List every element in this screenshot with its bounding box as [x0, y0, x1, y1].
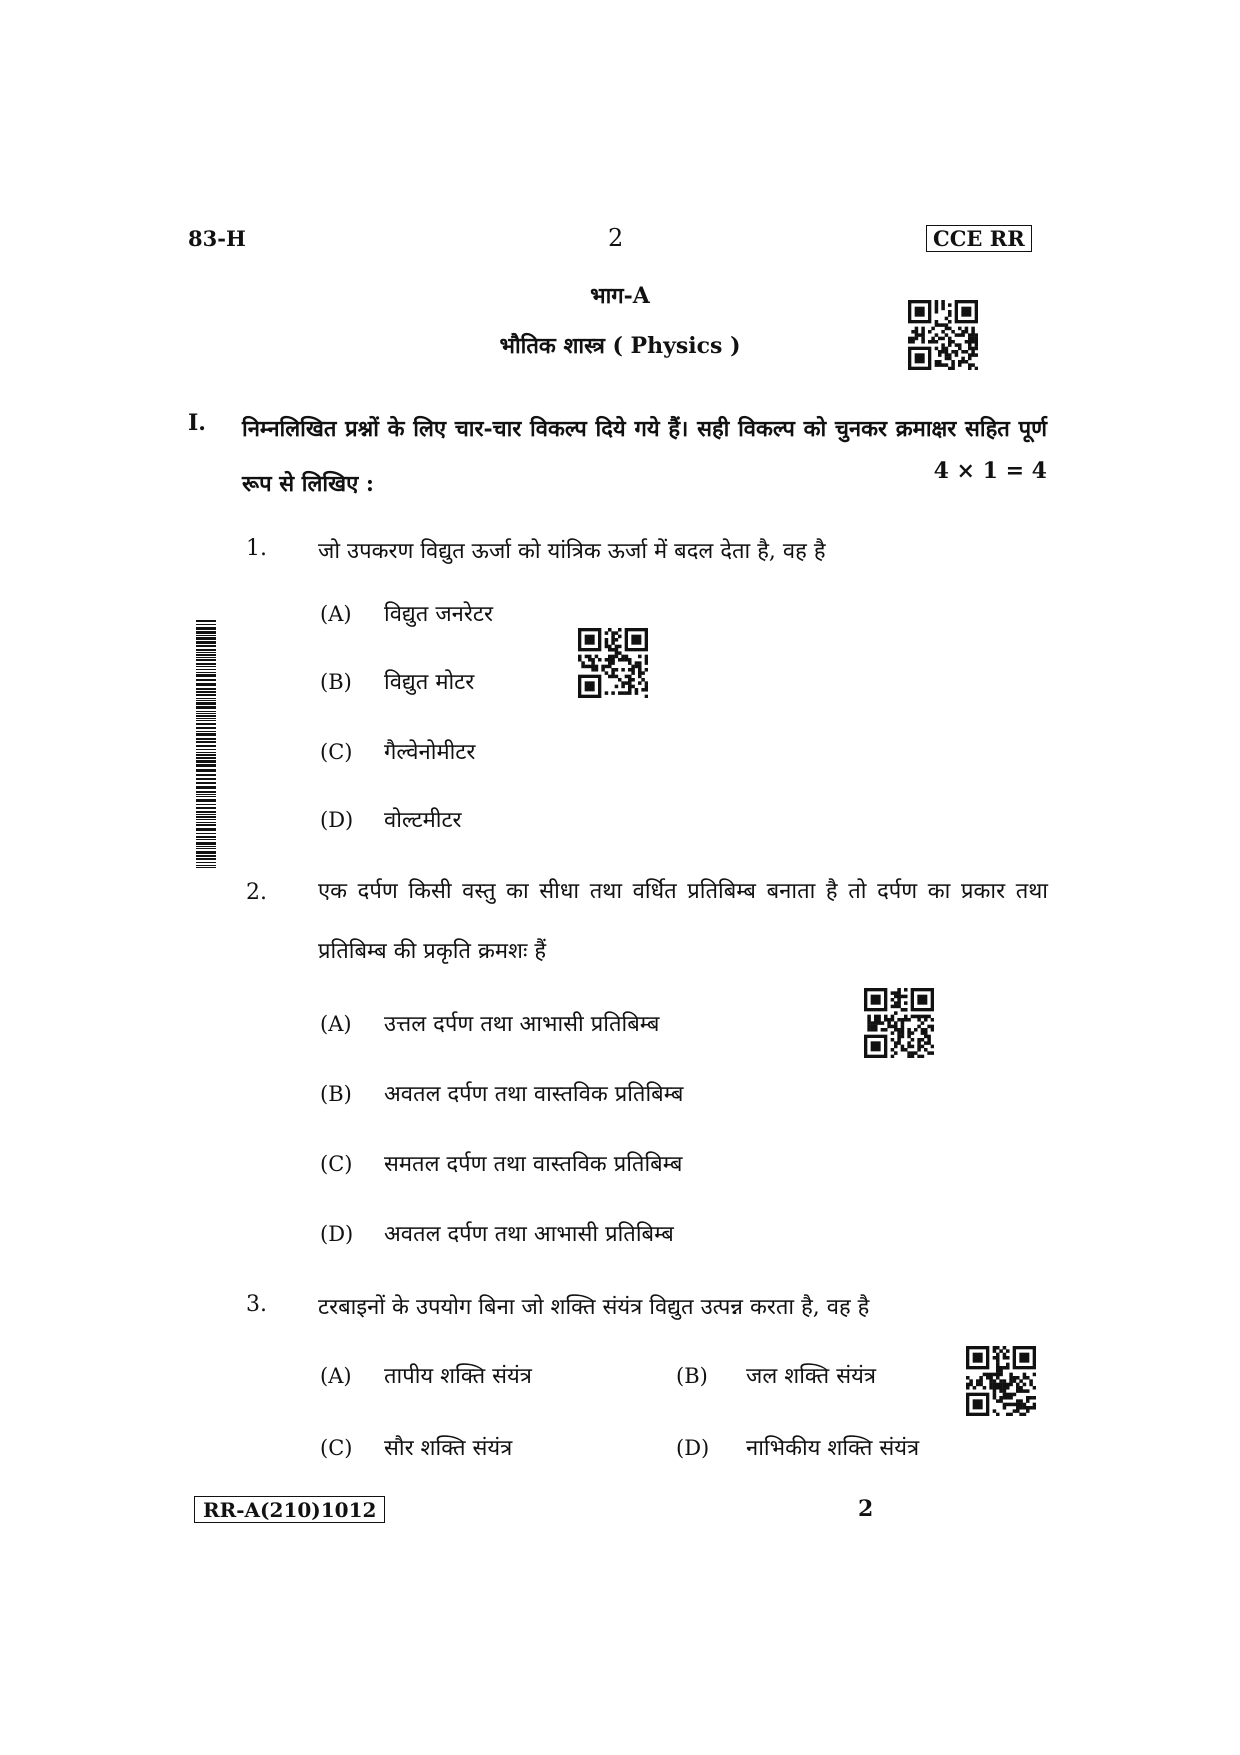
option-label: (A) [320, 602, 352, 626]
option-text: समतल दर्पण तथा वास्तविक प्रतिबिम्ब [384, 1152, 683, 1177]
option-label: (A) [320, 1364, 352, 1388]
option-text: वोल्टमीटर [384, 808, 462, 833]
exam-code-box: CCE RR [926, 225, 1032, 252]
option-text: जल शक्ति संयंत्र [746, 1364, 876, 1389]
subject-title: भौतिक शास्त्र ( Physics ) [499, 333, 741, 359]
option-label: (D) [320, 1222, 354, 1246]
option-text: उत्तल दर्पण तथा आभासी प्रतिबिम्ब [384, 1012, 660, 1037]
option-label: (D) [676, 1436, 710, 1460]
option-label: (C) [320, 740, 353, 764]
qr-code-icon [864, 988, 934, 1058]
option-label: (A) [320, 1012, 352, 1036]
option-text: गैल्वेनोमीटर [384, 740, 476, 765]
section-instruction: निम्नलिखित प्रश्नों के लिए चार-चार विकल्प दिये गये हैं। सही विकल्प को चुनकर क्रमाक्षर सहित पूर्ण रूप से लिखिए : [242, 416, 1048, 497]
page-number-top: 2 [608, 224, 624, 252]
qr-code-icon [966, 1346, 1036, 1416]
option-label: (B) [320, 1082, 352, 1106]
option-text: नाभिकीय शक्ति संयंत्र [746, 1436, 920, 1461]
option-label: (C) [320, 1436, 353, 1460]
option-text: विद्युत मोटर [384, 670, 475, 695]
barcode-icon [196, 620, 216, 868]
option-label: (C) [320, 1152, 353, 1176]
footer-code-box: RR-A(210)1012 [194, 1496, 385, 1523]
option-text: अवतल दर्पण तथा आभासी प्रतिबिम्ब [384, 1222, 674, 1247]
qr-code-icon [908, 300, 978, 370]
page-number-bottom: 2 [858, 1496, 874, 1522]
option-text: तापीय शक्ति संयंत्र [384, 1364, 532, 1389]
option-text: अवतल दर्पण तथा वास्तविक प्रतिबिम्ब [384, 1082, 684, 1107]
option-text: सौर शक्ति संयंत्र [384, 1436, 513, 1461]
paper-code: 83-H [188, 226, 246, 251]
question-text: एक दर्पण किसी वस्तु का सीधा तथा वर्धित प्रतिबिम्ब बनाता है तो दर्पण का प्रकार तथा प्रतिबिम्ब की प्रकृति क्रमशः हैं [318, 879, 1048, 964]
section-marks: 4 × 1 = 4 [933, 458, 1047, 484]
option-text: विद्युत जनरेटर [384, 602, 493, 627]
option-label: (B) [320, 670, 352, 694]
qr-code-icon [578, 628, 648, 698]
question-text: टरबाइनों के उपयोग बिना जो शक्ति संयंत्र विद्युत उत्पन्न करता है, वह है [318, 1295, 870, 1320]
option-label: (B) [676, 1364, 708, 1388]
part-title: भाग-A [590, 283, 650, 309]
question-number: 2. [246, 880, 267, 905]
question-text: जो उपकरण विद्युत ऊर्जा को यांत्रिक ऊर्जा में बदल देता है, वह है [318, 539, 826, 564]
question-number: 1. [246, 536, 267, 561]
question-number: 3. [246, 1292, 267, 1317]
section-number: I. [188, 410, 206, 436]
option-label: (D) [320, 808, 354, 832]
